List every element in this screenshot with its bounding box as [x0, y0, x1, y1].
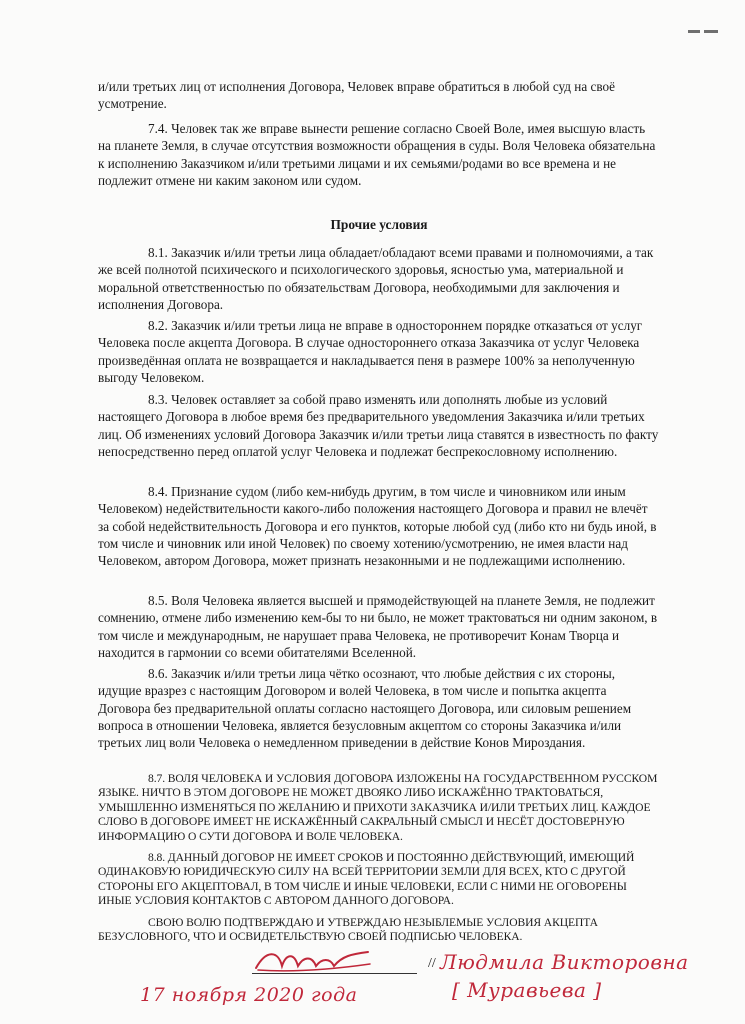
paragraph-8-5: 8.5. Воля Человека является высшей и прямодействующей на планете Земля, не подлежит сомнению, отмене либо изменению кем-бы то ни было, не может трактоваться ни одним законом, в том числе и международным, не нарушает права Человека, не противоречит Конам Творца и находится в гармонии со всеми обитателями Вселенной.: [98, 593, 658, 660]
signature-separator: //: [428, 956, 436, 971]
handwritten-signature: [248, 946, 378, 976]
paragraph-8-2: 8.2. Заказчик и/или третьи лица не вправе в одностороннем порядке отказаться от услуг Человека после акцепта Договора. В случае одностороннего отказа Заказчика от услуг Человека произведённая оплата не возвращается и накладывается пеня в размере 100% за неполученную выгоду Человеком.: [98, 318, 643, 385]
clause-8-1: [98, 244, 660, 313]
paragraph-8-1: 8.1. Заказчик и/или третьи лица обладает/обладают всеми правами и полномочиями, а так же всей полнотой психического и психологического здоровья, ясностью ума, материальной и моральной ответственностью по обязательствам Договора, необходимыми для заключения и исполнения Договора.: [98, 245, 654, 312]
clause-8-7: [98, 772, 660, 844]
signature-line: [252, 973, 417, 974]
paragraph-final: СВОЮ ВОЛЮ ПОДТВЕРЖДАЮ И УТВЕРЖДАЮ НЕЗЫБЛЕМЫЕ УСЛОВИЯ АКЦЕПТА БЕЗУСЛОВНОГО, ЧТО И ОСВИДЕТЕЛЬСТВУЮ СВОЕЙ ПОДПИСЬЮ ЧЕЛОВЕКА.: [98, 916, 598, 944]
clause-7-4: [98, 120, 660, 189]
clause-8-6: [98, 665, 660, 751]
paragraph-8-8: 8.8. ДАННЫЙ ДОГОВОР НЕ ИМЕЕТ СРОКОВ И ПОСТОЯННО ДЕЙСТВУЮЩИЙ, ИМЕЮЩИЙ ОДИНАКОВУЮ ЮРИДИЧЕСКУЮ СИЛУ НА ВСЕЙ ТЕРРИТОРИИ ЗЕМЛИ ДЛЯ ВСЕХ, КТО С ДРУГОЙ СТОРОНЫ ЕГО АКЦЕПТОВАЛ, В ТОМ ЧИСЛЕ И ИНЫЕ ЧЕЛОВЕКИ, ЕСЛИ С НИМИ НЕ ОГОВОРЕНЫ ИНЫЕ УСЛОВИЯ КОНТАКТОВ С АВТОРОМ ДАННОГО ДОГОВОРА.: [98, 851, 635, 908]
clause-8-2: [98, 317, 660, 386]
clause-8-5: [98, 592, 660, 661]
clause-8-4: [98, 483, 660, 569]
handwritten-name: Людмила Викторовна: [440, 950, 689, 974]
paragraph-8-4: 8.4. Признание судом (либо кем-нибудь другим, в том числе и чиновником или иным Человеком) недействительности какого-либо положения настоящего Договора и правил не влечёт за собой недействительность Договора и его пунктов, которые любой суд (либо кто ни будь иной, в том числе и чиновник или иной Человек) по своему хотению/усмотрению, не имея власти над Человеком, автором Договора, может признать незаконными и не подлежащими исполнению.: [98, 484, 657, 569]
paragraph-8-3: 8.3. Человек оставляет за собой право изменять или дополнять любые из условий настоящего Договора в любое время без предварительного уведомления Заказчика и/или третьих лиц. Об изменениях условий Договора Заказчик и/или третьи лица ставятся в известность по факту непосредственно перед оплатой услуг Человека и подлежат беспрекословному исполнению.: [98, 392, 659, 459]
clause-8-8: [98, 851, 660, 909]
scan-mark: [688, 30, 718, 33]
paragraph-8-7: 8.7. ВОЛЯ ЧЕЛОВЕКА И УСЛОВИЯ ДОГОВОРА ИЗЛОЖЕНЫ НА ГОСУДАРСТВЕННОМ РУССКОМ ЯЗЫКЕ. НИЧТО В ЭТОМ ДОГОВОРЕ НЕ МОЖЕТ ДВОЯКО ЛИБО ИСКАЖЁННО ТРАКТОВАТЬСЯ, УМЫШЛЕННО ИЗМЕНЯТЬСЯ ПО ЖЕЛАНИЮ И ПРИХОТИ ЗАКАЗЧИКА И/ИЛИ ТРЕТЬИХ ЛИЦ. КАЖДОЕ СЛОВО В ДОГОВОРЕ ИМЕЕТ НЕ ИСКАЖЁННЫЙ САКРАЛЬНЫЙ СМЫСЛ И НЕСЁТ ДОСТОВЕРНУЮ ИНФОРМАЦИЮ О СУТИ ДОГОВОРА И ВОЛЕ ЧЕЛОВЕКА.: [98, 772, 658, 843]
section-title: Прочие условия: [330, 217, 428, 232]
handwritten-date: 17 ноября 2020 года: [140, 984, 358, 1006]
final-statement: [98, 916, 660, 945]
handwritten-surname: [ Муравьева ]: [452, 978, 602, 1002]
paragraph-7-3-end: и/или третьих лиц от исполнения Договора, Человек вправе обратиться в любой суд на своё усмотрение.: [98, 79, 615, 112]
clause-8-3: [98, 391, 660, 460]
clause-7-3-continuation: [98, 78, 660, 113]
paragraph-7-4: 7.4. Человек так же вправе вынести решение согласно Своей Воле, имея высшую власть на планете Земля, в случае отсутствия возможности обращения в суды. Воля Человека обязательна к исполнению Заказчиком и/или третьими лицами и их семьями/родами во все времена и не подлежит отмене ни каким законом или судом.: [98, 121, 656, 188]
paragraph-8-6: 8.6. Заказчик и/или третьи лица чётко осознают, что любые действия с их стороны, идущие вразрез с настоящим Договором и волей Человека, в том числе и попытка акцепта Договора без предварительной оплаты согласно настоящего Договора, или силовым решением вопроса в отношении Человека, является безусловным акцептом со стороны Заказчика и/или третьих лиц воли Человека о немедленном приведении в действие Конов Мироздания.: [98, 666, 632, 751]
